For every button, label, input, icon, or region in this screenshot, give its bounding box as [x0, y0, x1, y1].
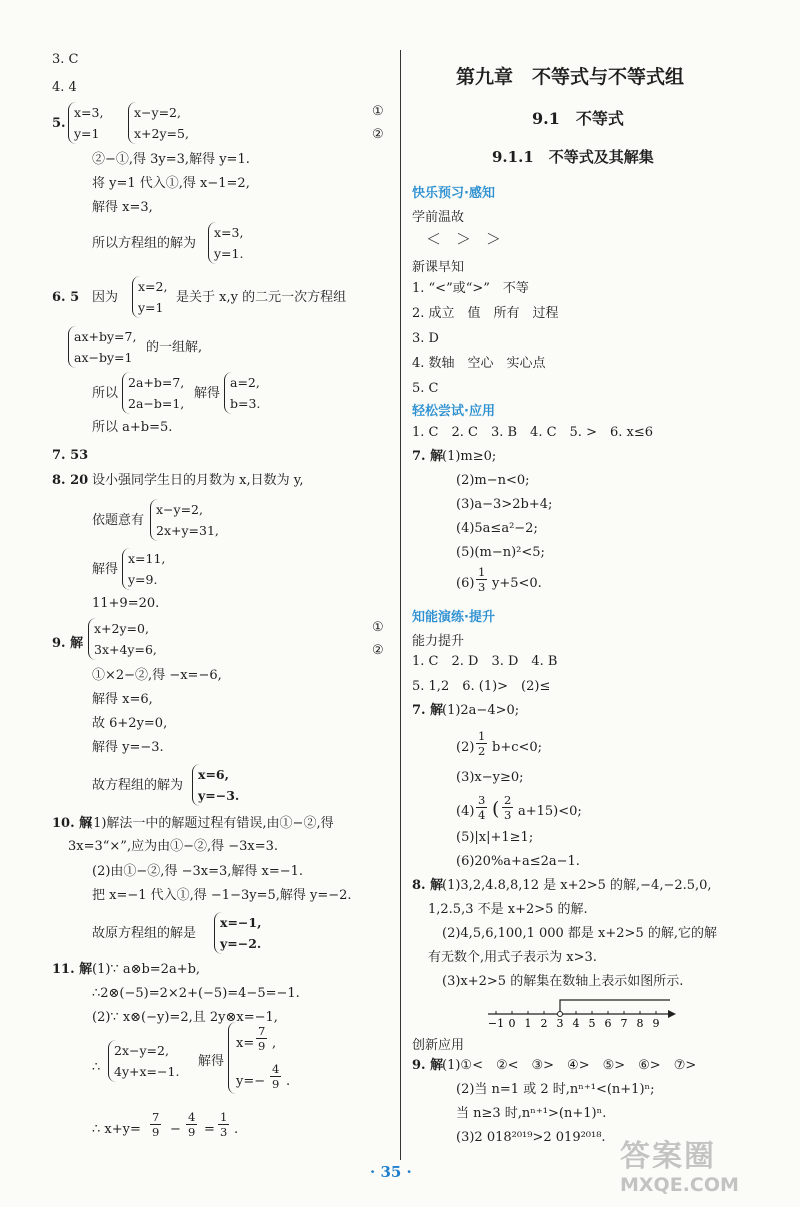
- answer-9-system: [88, 618, 157, 660]
- answer-10-line2: 3x=3“×”,应为由①−②,得 −3x=3.: [68, 839, 279, 854]
- denominator: 2: [478, 744, 486, 758]
- answer-8-sys1: [150, 499, 219, 541]
- sublabel-new-lesson: 新课早知: [412, 260, 465, 275]
- answer-10-line5: 故原方程组的解是: [92, 926, 197, 941]
- number-line-tick-label: 6: [604, 1017, 612, 1030]
- numerator: 1: [478, 729, 486, 743]
- numerator: 4: [188, 1110, 196, 1124]
- fraction: [476, 565, 487, 594]
- practice-7-4-rest: a+15)<0;: [518, 804, 582, 819]
- answer-8-label: 8. 20: [52, 473, 89, 488]
- answer-11-line2: ∴2⊗(−5)=2×2+(−5)=4−5=−1.: [92, 986, 300, 1001]
- innovation-9-label: 9. 解: [412, 1058, 444, 1073]
- preview-1: 1. “<”或“>” 不等: [412, 281, 529, 296]
- answer-11-solve: 解得: [198, 1054, 225, 1069]
- watermark-line2: MXQE.COM: [620, 1174, 739, 1196]
- answer-8-text2: 依题意有: [92, 513, 145, 528]
- numerator: 3: [478, 793, 486, 807]
- practice-7-1: (1)2a−4>0;: [442, 703, 520, 718]
- answer-6-text3: 的一组解,: [146, 340, 203, 355]
- number-line-tick-label: 0: [508, 1017, 516, 1030]
- number-line-tick-label: 3: [556, 1017, 564, 1030]
- sys-line: y=1.: [214, 246, 244, 261]
- number-line-arrow: [668, 1010, 676, 1018]
- answer-9-step3: 故 6+2y=0,: [92, 716, 168, 731]
- answer-9-step4: 解得 y=−3.: [92, 740, 164, 755]
- answer-8-text3: 解得: [92, 562, 119, 577]
- answer-11-x-eq: x=: [236, 1036, 255, 1051]
- numerator: 2: [504, 793, 512, 807]
- sys-line: x=6,: [198, 767, 229, 782]
- practice-8-line5: (3)x+2>5 的解集在数轴上表示如图所示.: [442, 974, 684, 989]
- number-line-tick-label: 1: [524, 1017, 532, 1030]
- sys-line: y=9.: [128, 572, 158, 587]
- sublabel-review: 学前温故: [412, 210, 465, 225]
- answer-10-line3: (2)由①−②,得 −3x=3,解得 x=−1.: [92, 864, 304, 879]
- sys-line: x=3,: [214, 225, 244, 240]
- sys-line: a=2,: [230, 375, 260, 390]
- fraction: [256, 1024, 267, 1053]
- number-line-tick-label: 7: [620, 1017, 628, 1030]
- answer-10-result: [214, 912, 261, 954]
- practice-7-2-prefix: (2): [456, 740, 475, 755]
- number-line-tick-label: 5: [588, 1017, 596, 1030]
- chapter-title: 第九章 不等式与不等式组: [456, 66, 685, 88]
- practice-7-3: (3)x−y≥0;: [456, 770, 524, 785]
- fraction: [270, 1062, 281, 1091]
- sys-line: x=−1,: [220, 915, 262, 930]
- sys-line: 3x+4y=6,: [94, 642, 157, 657]
- section-label-preview: 快乐预习·感知: [412, 186, 495, 201]
- watermark-logo: [620, 1140, 790, 1200]
- practice-5-6: 5. 1,2 6. (1)> (2)≤: [412, 679, 551, 694]
- answer-10-line4: 把 x=−1 代入①,得 −1−3y=5,解得 y=−2.: [92, 888, 352, 903]
- practice-7-2-rest: b+c<0;: [492, 740, 543, 755]
- sys-line: x+2y=0,: [94, 621, 149, 636]
- fraction: [502, 793, 513, 822]
- numerator: 1: [220, 1110, 228, 1124]
- answer-5-step3: 解得 x=3,: [92, 200, 153, 215]
- answer-9-result: [192, 764, 239, 806]
- fraction: [476, 793, 487, 822]
- answer-5-system: [128, 102, 189, 144]
- practice-8-line2: 1,2.5,3 不是 x+2>5 的解.: [428, 902, 588, 917]
- sys-line: y=−3.: [198, 788, 240, 803]
- answer-6-text1: 因为: [92, 290, 119, 305]
- answer-6-label: 6. 5: [52, 290, 80, 305]
- sys-line: x=2,: [138, 279, 168, 294]
- answer-9-label: 9. 解: [52, 636, 84, 651]
- sys-line: x−y=2,: [134, 105, 181, 120]
- sys-line: 2x−y=2,: [114, 1043, 169, 1058]
- fraction: [150, 1110, 161, 1139]
- answer-6-sys4: [224, 372, 260, 414]
- preview-3: 3. D: [412, 331, 439, 346]
- try-7-3: (3)a−3>2b+4;: [456, 497, 553, 512]
- number-line-tick-label: 9: [652, 1017, 660, 1030]
- practice-7-5: (5)|x|+1≥1;: [456, 830, 534, 845]
- review-answers: ＜ ＞ ＞: [426, 230, 502, 248]
- denominator: 9: [188, 1125, 196, 1139]
- practice-7-4-prefix: (4): [456, 804, 475, 819]
- denominator: 4: [478, 808, 486, 822]
- number-line-tick-label: −1: [488, 1017, 505, 1030]
- practice-8-line4: 有无数个,用式子表示为 x>3.: [428, 950, 597, 965]
- answer-11-x-end: ,: [272, 1036, 277, 1051]
- number-line-tick-label: 4: [572, 1017, 580, 1030]
- sys-line: y=1: [74, 126, 100, 141]
- sys-line: x−y=2,: [156, 502, 203, 517]
- answer-10-line1: (1)解法一中的解题过程有错误,由①−②,得: [88, 816, 334, 831]
- number-line-open-point: [558, 1012, 563, 1017]
- numerator: 4: [272, 1062, 280, 1076]
- answer-8-text1: 设小强同学生日的月数为 x,日数为 y,: [92, 473, 304, 488]
- answer-6-text4: 所以: [92, 386, 119, 401]
- answer-5-step2: 将 y=1 代入①,得 x−1=2,: [92, 176, 250, 191]
- numerator: 7: [258, 1024, 266, 1038]
- innovation-9-line4: (3)2 018²⁰¹⁹>2 019²⁰¹⁸.: [456, 1130, 606, 1145]
- tag-2: ②: [372, 643, 384, 658]
- try-7-5: (5)(m−n)²<5;: [456, 545, 545, 560]
- practice-1-4: 1. C 2. D 3. D 4. B: [412, 654, 558, 669]
- answer-5-step1: ②−①,得 3y=3,解得 y=1.: [92, 152, 250, 167]
- answer-11-line1: (1)∵ a⊗b=2a+b,: [92, 962, 201, 977]
- answer-11-system: [108, 1040, 179, 1082]
- answer-9-step5: 故方程组的解为: [92, 778, 184, 793]
- page-number: · 35 ·: [370, 1163, 412, 1181]
- answer-6-text5: 解得: [194, 386, 221, 401]
- watermark-line1: 答案圈: [620, 1139, 716, 1174]
- try-7-6-rest: y+5<0.: [492, 576, 542, 591]
- answer-10-label: 10. 解: [52, 816, 93, 831]
- denominator: 9: [258, 1039, 266, 1053]
- innovation-9-line1: (1)①< ②< ③> ④> ⑤> ⑥> ⑦>: [442, 1058, 697, 1073]
- practice-8-label: 8. 解: [412, 878, 444, 893]
- try-7-label: 7. 解: [412, 449, 444, 464]
- answer-6-text2: 是关于 x,y 的二元一次方程组: [176, 290, 347, 305]
- tag-1: ①: [372, 104, 384, 119]
- denominator: 3: [478, 580, 486, 594]
- preview-5: 5. C: [412, 381, 439, 396]
- practice-7-label: 7. 解: [412, 703, 444, 718]
- answer-6-sys2: [68, 326, 136, 368]
- section-title: 9.1 不等式: [532, 109, 624, 128]
- practice-8-line3: (2)4,5,6,100,1 000 都是 x+2>5 的解,它的解: [442, 926, 717, 941]
- denominator: 3: [220, 1125, 228, 1139]
- tag-1: ①: [372, 620, 384, 635]
- answer-11-therefore: ∴: [92, 1060, 101, 1075]
- innovation-9-line3: 当 n≥3 时,nⁿ⁺¹>(n+1)ⁿ.: [456, 1106, 607, 1121]
- answer-7: 7. 53: [52, 448, 89, 463]
- answer-6-sys3: [122, 372, 184, 414]
- preview-2: 2. 成立 值 所有 过程: [412, 306, 559, 321]
- preview-4: 4. 数轴 空心 实心点: [412, 356, 546, 371]
- answer-8-sys2: [122, 548, 165, 590]
- number-line-tick-label: 8: [636, 1017, 644, 1030]
- sys-line: x+2y=5,: [134, 126, 189, 141]
- answer-3: 3. C: [52, 52, 79, 67]
- column-divider: [400, 50, 401, 1160]
- section-label-practice: 知能演练·提升: [412, 610, 495, 625]
- sys-line: 2a+b=7,: [128, 375, 185, 390]
- answer-11-label: 11. 解: [52, 962, 93, 977]
- answer-6-sys1: [132, 276, 167, 318]
- sys-line: ax+by=7,: [74, 329, 137, 344]
- fraction: [476, 729, 487, 758]
- sys-line: 4y+x=−1.: [114, 1064, 180, 1079]
- period: .: [234, 1122, 239, 1137]
- number-line: [488, 994, 678, 1032]
- sys-line: x=11,: [128, 551, 166, 566]
- answer-9-step1: ①×2−②,得 −x=−6,: [92, 668, 222, 683]
- answer-4: 4. 4: [52, 80, 77, 95]
- sys-line: ax−by=1: [74, 350, 133, 365]
- answer-5-solution-brace: [68, 102, 103, 144]
- paren-open: (: [492, 798, 500, 820]
- practice-7-6: (6)20%a+a≤2a−1.: [456, 854, 580, 869]
- sublabel-ability: 能力提升: [412, 634, 465, 649]
- numerator: 7: [152, 1110, 160, 1124]
- answer-11-y-end: .: [286, 1074, 291, 1089]
- answer-8-text4: 11+9=20.: [92, 596, 160, 611]
- tag-2: ②: [372, 127, 384, 142]
- denominator: 3: [504, 808, 512, 822]
- fraction: [186, 1110, 197, 1139]
- numerator: 1: [478, 565, 486, 579]
- fraction: [218, 1110, 229, 1139]
- answer-11-y-eq: y=−: [236, 1074, 266, 1089]
- try-7-1: (1)m≥0;: [442, 449, 497, 464]
- sys-line: 2x+y=31,: [156, 523, 219, 538]
- try-7-4: (4)5a≤a²−2;: [456, 521, 538, 536]
- answer-5-step4: 所以方程组的解为: [92, 236, 197, 251]
- sys-line: x=3,: [74, 105, 104, 120]
- subsection-title: 9.1.1 不等式及其解集: [492, 148, 654, 166]
- sys-line: 2a−b=1,: [128, 396, 185, 411]
- sys-line: y=−2.: [220, 936, 262, 951]
- practice-8-line1: (1)3,2,4.8,8,12 是 x+2>5 的解,−4,−2.5,0,: [442, 878, 712, 893]
- answer-6-text6: 所以 a+b=5.: [92, 420, 173, 435]
- answer-9-step2: 解得 x=6,: [92, 692, 153, 707]
- sublabel-innovation: 创新应用: [412, 1038, 465, 1053]
- answer-5-result: [208, 222, 243, 264]
- try-1-6: 1. C 2. C 3. B 4. C 5. > 6. x≤6: [412, 425, 653, 440]
- answer-11-line3: (2)∵ x⊗(−y)=2,且 2y⊗x=−1,: [92, 1010, 278, 1025]
- denominator: 9: [152, 1125, 160, 1139]
- section-label-try: 轻松尝试·应用: [412, 404, 495, 419]
- minus-sign: −: [170, 1122, 181, 1137]
- sys-line: y=1: [138, 300, 164, 315]
- equals-sign: =: [204, 1122, 215, 1137]
- number-line-tick-label: 2: [540, 1017, 548, 1030]
- answer-5-label: 5.: [52, 116, 66, 131]
- denominator: 9: [272, 1077, 280, 1091]
- innovation-9-line2: (2)当 n=1 或 2 时,nⁿ⁺¹<(n+1)ⁿ;: [456, 1082, 655, 1097]
- sys-line: b=3.: [230, 396, 261, 411]
- try-7-2: (2)m−n<0;: [456, 473, 530, 488]
- try-7-6-prefix: (6): [456, 576, 475, 591]
- answer-11-sum: ∴ x+y=: [92, 1122, 141, 1137]
